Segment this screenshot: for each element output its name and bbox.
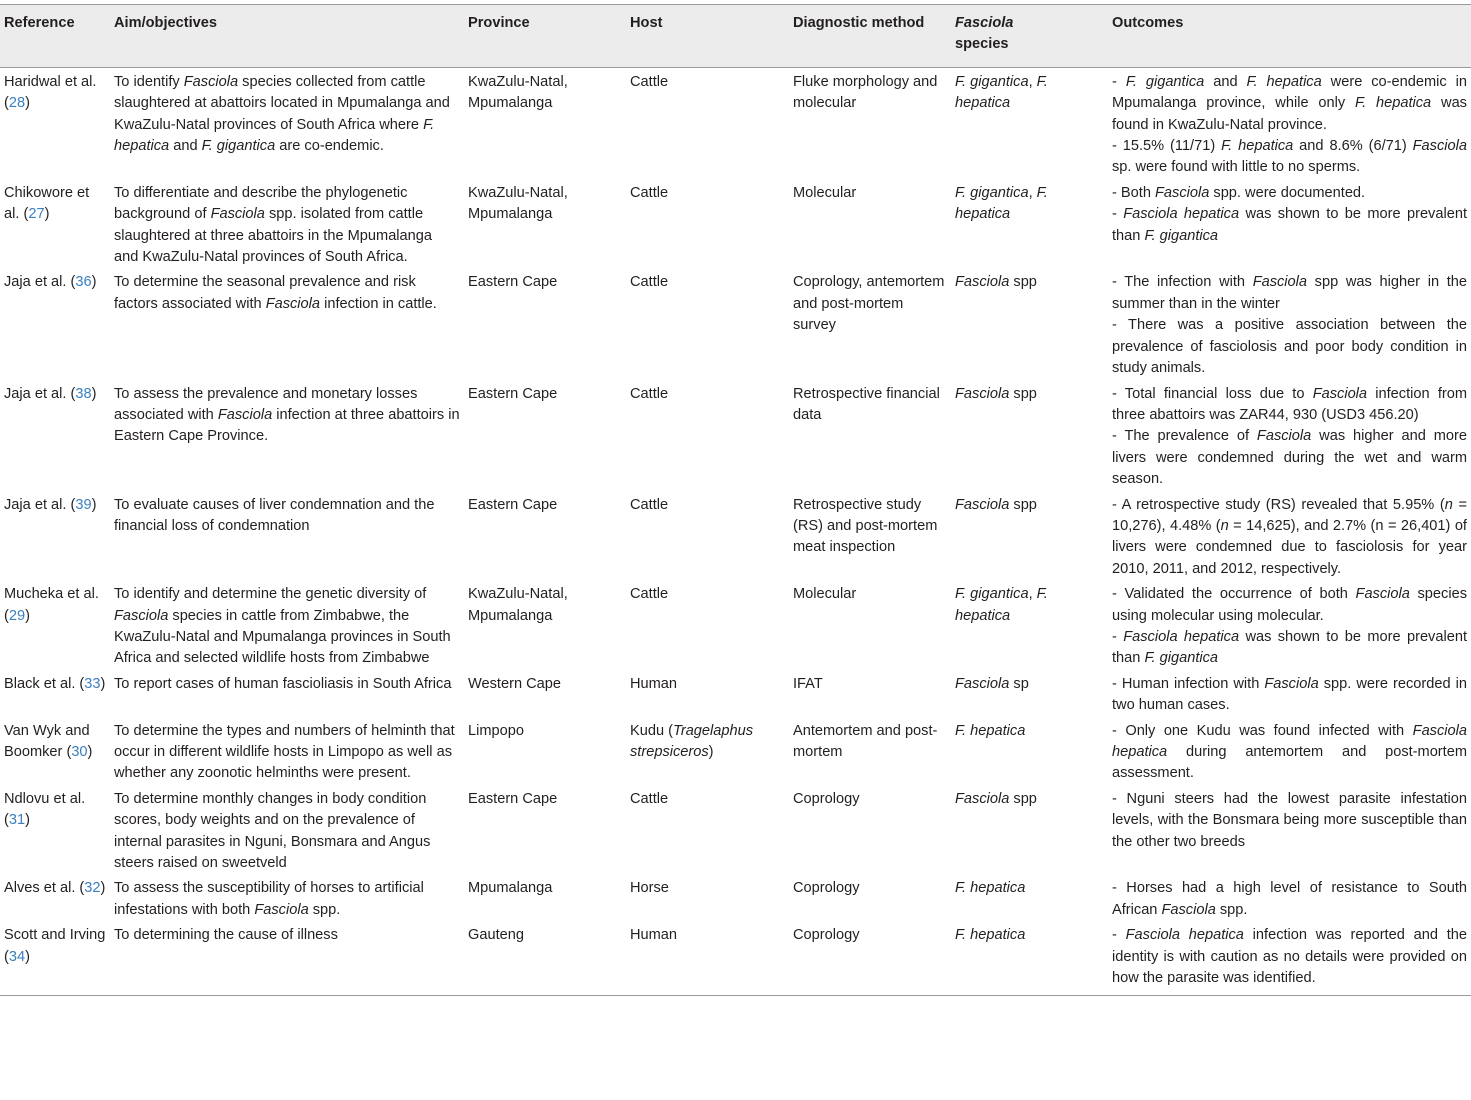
text-run: spp. isolated from cattle slaughtered at three abattoirs in the Mpumalanga and KwaZulu-Natal provinces of South Africa. bbox=[114, 206, 433, 266]
cell-aim bbox=[110, 491, 464, 581]
text-run: - Total financial loss due to bbox=[1112, 385, 1313, 402]
cell-outcomes bbox=[1108, 921, 1471, 996]
header-species-text: species bbox=[955, 36, 1009, 53]
table-row bbox=[0, 67, 1471, 179]
ref-author: Ndlovu et al. ( bbox=[4, 790, 86, 829]
italic-text: Fasciola bbox=[1312, 385, 1368, 402]
cell-fasciola-species bbox=[951, 874, 1108, 921]
citation-link[interactable]: 28 bbox=[8, 95, 26, 112]
text-run: Cattle bbox=[630, 586, 669, 603]
cell-fasciola-species bbox=[951, 580, 1108, 670]
italic-text: Fasciola bbox=[217, 406, 273, 423]
cell-outcomes bbox=[1108, 268, 1471, 379]
cell-aim bbox=[110, 268, 464, 379]
cell-host bbox=[626, 921, 789, 996]
cell-outcomes bbox=[1108, 874, 1471, 921]
ref-close: ) bbox=[25, 607, 30, 624]
cell-aim bbox=[110, 670, 464, 717]
table-row bbox=[0, 785, 1471, 875]
cell-reference bbox=[0, 268, 110, 379]
text-run: - bbox=[1112, 206, 1124, 223]
text-run: was higher and more livers were condemned during the wet and warm season. bbox=[1112, 428, 1467, 488]
cell-reference bbox=[0, 921, 110, 996]
text-run: sp. were found with little to no sperms. bbox=[1112, 159, 1361, 176]
cell-province: Gauteng bbox=[464, 921, 626, 996]
text-run: species using molecular using molecular. bbox=[1112, 586, 1467, 624]
ref-close: ) bbox=[25, 948, 30, 965]
text-run: - A retrospective study (RS) revealed that 5.95% ( bbox=[1112, 496, 1445, 513]
text-run: spp bbox=[1009, 496, 1037, 513]
text-run: was shown to be more prevalent than bbox=[1112, 628, 1468, 667]
text-run: To assess the susceptibility of horses to artificial infestations with both bbox=[114, 880, 424, 918]
italic-text: F. hepatica bbox=[1355, 95, 1432, 112]
ref-author: Jaja et al. ( bbox=[4, 274, 76, 291]
cell-fasciola-species bbox=[951, 268, 1108, 379]
italic-text: Fasciola bbox=[955, 385, 1010, 402]
cell-diagnostic-method: Retrospective financial data bbox=[793, 385, 940, 423]
cell-reference bbox=[0, 380, 110, 491]
cell-aim bbox=[110, 874, 464, 921]
italic-text: F. gigantica bbox=[955, 184, 1029, 201]
cell-province: Western Cape bbox=[468, 675, 562, 692]
cell-host bbox=[626, 717, 789, 785]
italic-text: Fasciola hepatica bbox=[1112, 722, 1467, 760]
header-fasciola-species bbox=[951, 5, 1108, 68]
text-run: spp was higher in the summer than in the winter bbox=[1112, 274, 1468, 312]
outcome-line bbox=[1112, 272, 1467, 315]
text-run: spp bbox=[1009, 274, 1037, 291]
cell-aim bbox=[110, 380, 464, 491]
cell-province: KwaZulu-Natal, Mpumalanga bbox=[468, 184, 568, 223]
outcome-line bbox=[1112, 878, 1467, 921]
text-run: Cattle bbox=[630, 73, 669, 90]
italic-text: Fasciola bbox=[955, 496, 1010, 513]
ref-close: ) bbox=[91, 274, 97, 291]
text-run: ) bbox=[708, 744, 714, 760]
header-species-italic: Fasciola bbox=[955, 15, 1014, 31]
text-run: during antemortem and post-mortem assessment. bbox=[1112, 744, 1467, 782]
text-run: - 15.5% (11/71) bbox=[1112, 138, 1222, 155]
text-run: spp bbox=[1009, 790, 1037, 807]
outcome-line bbox=[1112, 72, 1467, 136]
citation-link[interactable]: 36 bbox=[75, 274, 92, 291]
italic-text: F. hepatica bbox=[1221, 138, 1294, 155]
italic-text: Fasciola bbox=[955, 274, 1010, 291]
cell-diagnostic-method: Molecular bbox=[793, 586, 857, 603]
outcome-line bbox=[1112, 136, 1467, 179]
cell-reference bbox=[0, 874, 110, 921]
text-run: - Human infection with bbox=[1112, 675, 1265, 692]
ref-author: Alves et al. ( bbox=[4, 880, 85, 897]
table-row bbox=[0, 717, 1471, 785]
cell-diagnostic-method: Coprology bbox=[789, 921, 951, 996]
cell-diagnostic-method: Fluke morphology and molecular bbox=[793, 73, 938, 112]
italic-text: Fasciola bbox=[955, 675, 1010, 692]
italic-text: F. gigantica bbox=[955, 586, 1029, 603]
italic-text: n bbox=[1444, 496, 1453, 513]
cell-reference bbox=[0, 717, 110, 785]
cell-reference bbox=[0, 580, 110, 670]
cell-province: Limpopo bbox=[468, 722, 524, 739]
cell-outcomes bbox=[1108, 67, 1471, 179]
ref-author: Van Wyk and Boomker ( bbox=[4, 722, 90, 760]
cell-host bbox=[626, 580, 789, 670]
italic-text: Fasciola bbox=[265, 295, 321, 312]
text-run: To determining the cause of illness bbox=[114, 927, 338, 944]
outcome-line bbox=[1112, 721, 1467, 785]
text-run: spp. bbox=[308, 901, 341, 918]
italic-text: Fasciola bbox=[1412, 138, 1467, 155]
ref-close: ) bbox=[100, 675, 106, 692]
text-run: spp. bbox=[1215, 901, 1248, 918]
cell-diagnostic-method: IFAT bbox=[793, 675, 823, 692]
outcome-line bbox=[1112, 789, 1467, 853]
ref-author: Mucheka et al. ( bbox=[4, 586, 99, 624]
text-run: - Validated the occurrence of both bbox=[1112, 586, 1356, 603]
italic-text: Fasciola hepatica bbox=[1125, 927, 1244, 944]
cell-outcomes bbox=[1108, 179, 1471, 269]
outcome-line bbox=[1112, 495, 1467, 581]
text-run: infection at three abattoirs in Eastern Cape Province. bbox=[114, 406, 460, 445]
ref-close: ) bbox=[100, 880, 106, 897]
table-row bbox=[0, 268, 1471, 379]
italic-text: F. hepatica bbox=[955, 880, 1026, 897]
outcome-line bbox=[1112, 674, 1467, 717]
text-run: and bbox=[1204, 73, 1247, 90]
citation-link[interactable]: 30 bbox=[71, 744, 88, 760]
cell-host bbox=[626, 491, 789, 581]
text-run: spp bbox=[1009, 385, 1037, 402]
citation-link[interactable]: 39 bbox=[75, 496, 92, 513]
text-run: was found in KwaZulu-Natal province. bbox=[1112, 95, 1467, 133]
text-run: To determine the types and numbers of helminth that occur in different wildlife hosts in Limpopo as well as whether any zoonotic helminths were present. bbox=[114, 722, 455, 782]
cell-diagnostic-method: Retrospective study (RS) and post-mortem meat inspection bbox=[793, 496, 938, 556]
italic-text: Fasciola bbox=[210, 206, 265, 223]
text-run: - bbox=[1112, 927, 1126, 944]
italic-text: Fasciola bbox=[1355, 586, 1410, 603]
cell-fasciola-species bbox=[951, 179, 1108, 269]
cell-reference bbox=[0, 491, 110, 581]
ref-author: Jaja et al. ( bbox=[4, 496, 76, 513]
italic-text: Tragelaphus strepsiceros bbox=[630, 722, 754, 760]
italic-text: F. hepatica bbox=[955, 73, 1048, 112]
italic-text: Fasciola bbox=[114, 607, 169, 624]
text-run: Cattle bbox=[630, 274, 669, 291]
italic-text: n bbox=[1220, 517, 1229, 534]
text-run: were co-endemic in Mpumalanga province, while only bbox=[1112, 73, 1467, 112]
italic-text: F. hepatica bbox=[114, 116, 435, 155]
header-diagnostic-method: Diagnostic method bbox=[789, 5, 951, 68]
ref-author: Haridwal et al. ( bbox=[4, 73, 97, 112]
outcome-line bbox=[1112, 384, 1467, 427]
cell-fasciola-species bbox=[951, 491, 1108, 581]
table-row bbox=[0, 670, 1471, 717]
cell-host bbox=[626, 67, 789, 179]
ref-close: ) bbox=[87, 744, 93, 760]
ref-author: Scott and Irving ( bbox=[4, 927, 106, 965]
cell-outcomes bbox=[1108, 580, 1471, 670]
italic-text: Fasciola bbox=[1155, 184, 1210, 201]
text-run: and 8.6% (6/71) bbox=[1293, 138, 1413, 155]
text-run: To identify bbox=[114, 73, 184, 90]
text-run: infection from three abattoirs was ZAR44, 930 (USD3 456.20) bbox=[1112, 385, 1468, 423]
text-run: To determine the seasonal prevalence and risk factors associated with bbox=[114, 274, 416, 312]
cell-outcomes bbox=[1108, 670, 1471, 717]
italic-text: Fasciola bbox=[183, 73, 239, 90]
italic-text: F. hepatica bbox=[955, 927, 1026, 944]
italic-text: Fasciola bbox=[1252, 274, 1308, 291]
text-run: , bbox=[1028, 73, 1037, 90]
ref-close: ) bbox=[91, 385, 97, 402]
text-run: species in cattle from Zimbabwe, the KwaZulu-Natal and Mpumalanga provinces in South Africa and selected wildlife hosts from Zimbabwe bbox=[114, 607, 451, 667]
text-run: = 14,625), and 2.7% (n = 26,401) of livers were condemned due to fasciolosis for year 2010, 2011, and 2012, respectively. bbox=[1112, 517, 1467, 577]
cell-outcomes bbox=[1108, 717, 1471, 785]
outcome-line bbox=[1112, 183, 1467, 204]
text-run: - bbox=[1112, 73, 1126, 90]
cell-aim bbox=[110, 717, 464, 785]
cell-reference bbox=[0, 785, 110, 875]
text-run: = 10,276), 4.48% ( bbox=[1112, 496, 1467, 534]
header-host: Host bbox=[626, 5, 789, 68]
italic-text: F. hepatica bbox=[955, 722, 1026, 739]
outcome-line bbox=[1112, 204, 1467, 247]
text-run: species collected from cattle slaughtered at abattoirs located in Mpumalanga and KwaZulu-Natal provinces of South Africa where bbox=[114, 73, 450, 133]
cell-outcomes bbox=[1108, 785, 1471, 875]
cell-province: Eastern Cape bbox=[468, 274, 558, 291]
italic-text: Fasciola bbox=[254, 901, 309, 918]
text-run: Cattle bbox=[630, 184, 669, 201]
cell-host bbox=[626, 380, 789, 491]
cell-aim bbox=[110, 921, 464, 996]
citation-link[interactable]: 27 bbox=[28, 206, 45, 223]
header-province: Province bbox=[464, 5, 626, 68]
cell-province: Eastern Cape bbox=[468, 496, 558, 513]
italic-text: F. gigantica bbox=[1144, 650, 1219, 667]
cell-fasciola-species bbox=[951, 67, 1108, 179]
text-run: To assess the prevalence and monetary losses associated with bbox=[114, 385, 418, 423]
cell-host bbox=[626, 785, 789, 875]
cell-fasciola-species bbox=[951, 670, 1108, 717]
text-run: - The prevalence of bbox=[1112, 428, 1257, 445]
italic-text: Fasciola bbox=[1256, 428, 1312, 445]
text-run: - Nguni steers had the lowest parasite infestation levels, with the Bonsmara being more susceptible than the other two breeds bbox=[1112, 790, 1467, 850]
text-run: Kudu ( bbox=[630, 722, 673, 739]
italic-text: F. hepatica bbox=[955, 184, 1048, 223]
italic-text: F. hepatica bbox=[955, 586, 1048, 624]
outcome-line bbox=[1112, 925, 1467, 989]
cell-outcomes bbox=[1108, 380, 1471, 491]
citation-link[interactable]: 31 bbox=[8, 812, 26, 829]
italic-text: Fasciola bbox=[1161, 901, 1216, 918]
text-run: - bbox=[1112, 628, 1124, 645]
citation-link[interactable]: 32 bbox=[84, 880, 101, 897]
cell-fasciola-species bbox=[951, 785, 1108, 875]
cell-province: Eastern Cape bbox=[468, 790, 558, 807]
text-run: To determine monthly changes in body condition scores, body weights and on the prevalence of internal parasites in Nguni, Bonsmara and Angus steers raised on sweetveld bbox=[114, 790, 431, 872]
table-row bbox=[0, 491, 1471, 581]
ref-close: ) bbox=[44, 206, 50, 223]
italic-text: Fasciola hepatica bbox=[1123, 628, 1240, 645]
header-reference: Reference bbox=[0, 5, 110, 68]
cell-diagnostic-method: Antemortem and post-mortem bbox=[793, 722, 938, 760]
cell-diagnostic-method: Coprology bbox=[793, 790, 860, 807]
cell-fasciola-species bbox=[951, 717, 1108, 785]
text-run: spp. were recorded in two human cases. bbox=[1112, 675, 1467, 714]
cell-diagnostic-method: Molecular bbox=[793, 184, 857, 201]
text-run: - Horses had a high level of resistance to South African bbox=[1112, 880, 1467, 918]
cell-host bbox=[626, 179, 789, 269]
cell-aim bbox=[110, 580, 464, 670]
text-run: Cattle bbox=[630, 496, 669, 513]
ref-close: ) bbox=[25, 812, 30, 829]
text-run: - The infection with bbox=[1112, 274, 1253, 291]
cell-aim bbox=[110, 67, 464, 179]
cell-aim bbox=[110, 785, 464, 875]
ref-close: ) bbox=[25, 95, 30, 112]
cell-province: KwaZulu-Natal, Mpumalanga bbox=[468, 73, 568, 112]
cell-province: KwaZulu-Natal, Mpumalanga bbox=[468, 586, 568, 624]
table-row bbox=[0, 580, 1471, 670]
citation-link[interactable]: 33 bbox=[84, 675, 101, 692]
italic-text: Fasciola bbox=[955, 790, 1010, 807]
citation-link[interactable]: 34 bbox=[8, 948, 26, 965]
table-row bbox=[0, 179, 1471, 269]
cell-province: Mpumalanga bbox=[468, 880, 553, 897]
cell-aim bbox=[110, 179, 464, 269]
text-run: are co-endemic. bbox=[275, 138, 384, 155]
table-row bbox=[0, 874, 1471, 921]
ref-author: Black et al. ( bbox=[4, 675, 85, 692]
text-run: - Only one Kudu was found infected with bbox=[1112, 722, 1413, 739]
text-run: sp bbox=[1009, 675, 1029, 692]
cell-province: Eastern Cape bbox=[468, 385, 558, 402]
fasciola-studies-table bbox=[0, 4, 1471, 996]
text-run: To identify and determine the genetic diversity of bbox=[114, 586, 427, 603]
cell-host bbox=[626, 670, 789, 717]
table-row bbox=[0, 921, 1471, 996]
text-run: Human bbox=[630, 927, 678, 944]
cell-host bbox=[626, 268, 789, 379]
outcome-line bbox=[1112, 426, 1467, 490]
table-header-row bbox=[0, 5, 1471, 68]
italic-text: F. gigantica bbox=[1125, 73, 1205, 90]
cell-diagnostic-method: Coprology, antemortem and post-mortem survey bbox=[793, 274, 945, 334]
citation-link[interactable]: 29 bbox=[8, 607, 26, 624]
cell-outcomes bbox=[1108, 491, 1471, 581]
text-run: was shown to be more prevalent than bbox=[1112, 206, 1468, 244]
ref-author: Jaja et al. ( bbox=[4, 385, 76, 402]
cell-host bbox=[626, 874, 789, 921]
text-run: Cattle bbox=[630, 385, 669, 402]
text-run: To report cases of human fascioliasis in South Africa bbox=[114, 675, 452, 692]
outcome-line bbox=[1112, 584, 1467, 627]
text-run: - There was a positive association between the prevalence of fasciolosis and poor body condition in study animals. bbox=[1112, 317, 1467, 377]
citation-link[interactable]: 38 bbox=[75, 385, 92, 402]
header-outcomes: Outcomes bbox=[1108, 5, 1471, 68]
text-run: , bbox=[1028, 586, 1037, 603]
header-aim: Aim/objectives bbox=[110, 5, 464, 68]
text-run: - Both bbox=[1112, 184, 1155, 201]
outcome-line bbox=[1112, 315, 1467, 379]
cell-reference bbox=[0, 670, 110, 717]
text-run: infection was reported and the identity is with caution as no details were provided on how the parasite was identified. bbox=[1112, 927, 1467, 987]
cell-diagnostic-method: Coprology bbox=[793, 880, 860, 897]
cell-fasciola-species bbox=[951, 921, 1108, 996]
cell-fasciola-species bbox=[951, 380, 1108, 491]
cell-reference bbox=[0, 179, 110, 269]
italic-text: F. hepatica bbox=[1246, 73, 1322, 90]
text-run: To differentiate and describe the phylogenetic background of bbox=[114, 184, 408, 223]
italic-text: Fasciola bbox=[1264, 675, 1319, 692]
text-run: Horse bbox=[630, 880, 669, 897]
text-run: spp. were documented. bbox=[1209, 184, 1366, 201]
outcome-line bbox=[1112, 627, 1467, 670]
text-run: Cattle bbox=[630, 790, 669, 807]
italic-text: F. gigantica bbox=[1144, 227, 1219, 244]
text-run: Human bbox=[630, 675, 678, 692]
text-run: , bbox=[1028, 184, 1037, 201]
italic-text: Fasciola hepatica bbox=[1123, 206, 1240, 223]
ref-close: ) bbox=[91, 496, 97, 513]
text-run: To evaluate causes of liver condemnation and the financial loss of condemnation bbox=[114, 496, 435, 534]
text-run: infection in cattle. bbox=[320, 295, 437, 312]
cell-reference bbox=[0, 67, 110, 179]
table-row bbox=[0, 380, 1471, 491]
text-run: and bbox=[169, 138, 202, 155]
italic-text: F. gigantica bbox=[201, 138, 276, 155]
ref-author: Chikowore et al. ( bbox=[4, 184, 90, 223]
italic-text: F. gigantica bbox=[955, 73, 1029, 90]
